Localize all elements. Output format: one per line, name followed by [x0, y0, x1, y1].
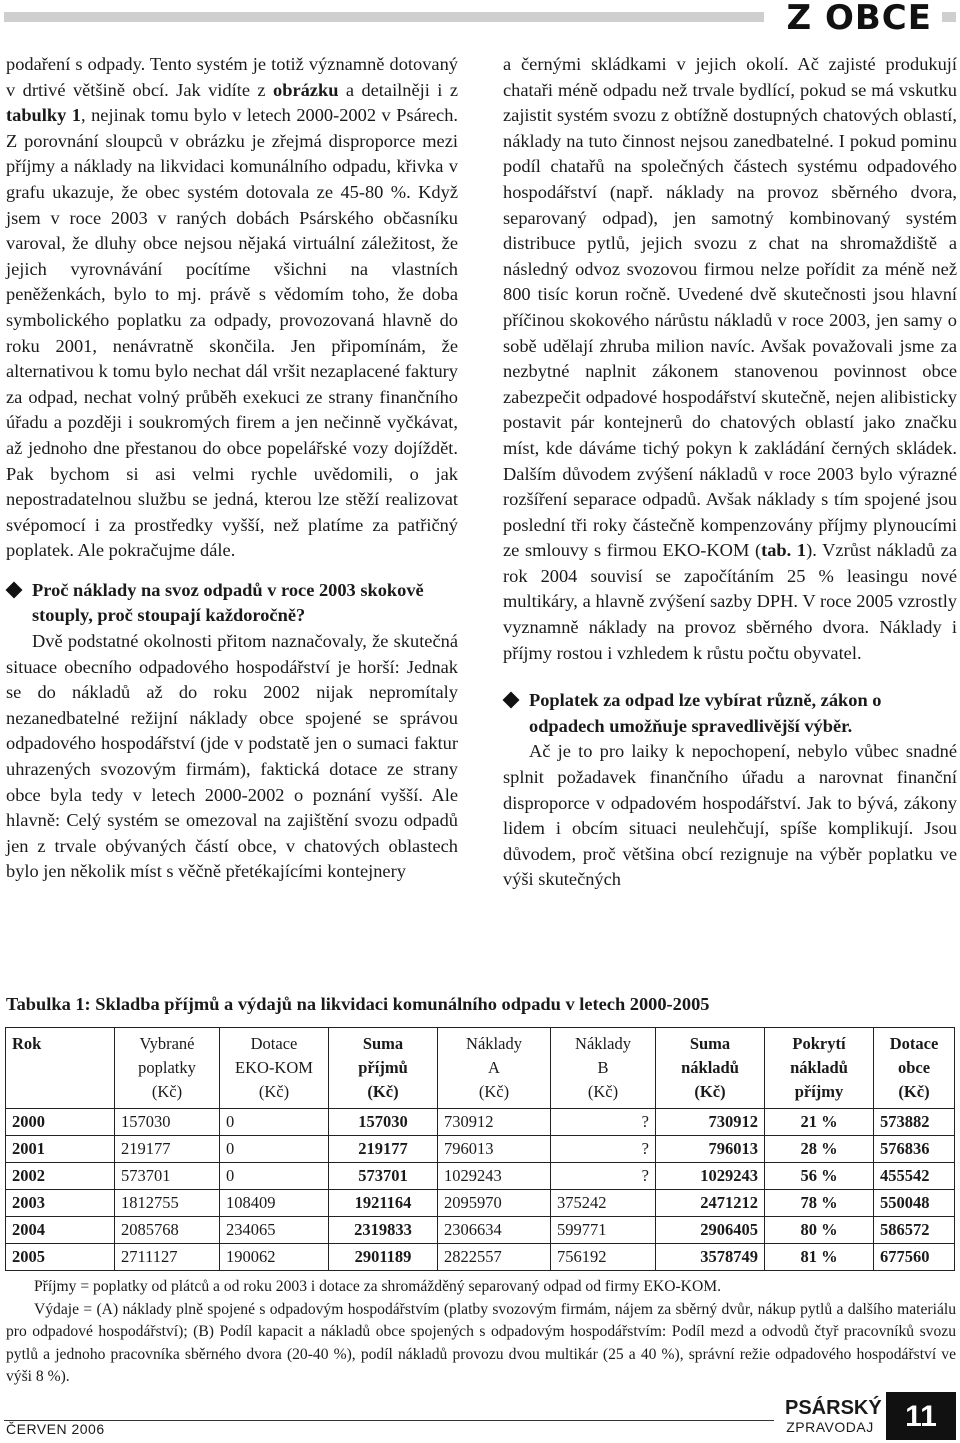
left-subheading: Proč náklady na svoz odpadů v roce 2003 skokově stouply, proč stoupají každoročně? — [6, 578, 458, 629]
section-title: Z OBCE — [786, 0, 932, 38]
table-notes — [6, 1276, 956, 1389]
header-collected-fees: Vybrané poplatky (Kč) — [115, 1028, 220, 1109]
cell-costs-sum: 2906405 — [656, 1217, 765, 1244]
right-column — [503, 52, 957, 893]
cell-costs-sum: 730912 — [656, 1109, 765, 1136]
table-body — [6, 1109, 955, 1271]
header-municipal-subsidy: Dotace obce (Kč) — [874, 1028, 955, 1109]
table-row — [6, 1217, 955, 1244]
cell-subsidy: 573882 — [874, 1109, 955, 1136]
cell-fees: 1812755 — [115, 1190, 220, 1217]
cell-costs-a: 2822557 — [438, 1244, 551, 1271]
diamond-bullet-icon — [503, 692, 520, 709]
cell-costs-b: 599771 — [551, 1217, 656, 1244]
cell-income-sum: 2319833 — [329, 1217, 438, 1244]
cell-fees: 573701 — [115, 1163, 220, 1190]
cell-costs-b: ? — [551, 1163, 656, 1190]
left-paragraph-2: Dvě podstatné okolnosti přitom naznačovaly, že skutečná situace obecního odpadového hospodářství je horší: Jednak se do nákladů až do roku 2002 nijak nepromítaly nezanedbatelné režijní náklady obce spojené se správou odpadového hospodářství (jde v podstatě jen o sumaci faktur uhrazených svozovým firmám), faktická dotace ze strany obce byla tedy v letech 2000-2002 o poznání vyšší. Ale hlavně: Celý systém se omezoval na zajištění svozu odpadů jen z trvale obývaných částí obce, v chatových oblastech bylo jen několik míst s věčně přetékajícími kontejnery — [6, 631, 458, 882]
cell-income-sum: 1921164 — [329, 1190, 438, 1217]
header-costs-a: Náklady A (Kč) — [438, 1028, 551, 1109]
cell-costs-a: 1029243 — [438, 1163, 551, 1190]
header-rule — [4, 12, 764, 22]
cell-ekokom: 234065 — [220, 1217, 329, 1244]
note-expenses: Výdaje = (A) náklady plně spojené s odpadovým hospodářstvím (platby svozovým firmám, nájem za sběrný dvůr, nákup pytlů a dalšího materiálu pro odpadové hospodářství); (B) Podíl kapacit a nákladů obce spojených s odpadovým hospodářstvím: Podíl mezd a odvodů čtyř pracovníků svozu pytlů a jednoho pracovníka sběrného dvora (20-40 %), podíl nákladů provozu dvou multikár (25 a 40 %), správní režie odpadového hospodářství ve výši 8 %). — [6, 1300, 956, 1385]
diamond-bullet-icon — [6, 581, 23, 598]
right-subheading: Poplatek za odpad lze vybírat různě, zákon o odpadech umožňuje spravedlivější výběr. — [503, 688, 957, 739]
cell-fees: 157030 — [115, 1109, 220, 1136]
cell-coverage: 56 % — [765, 1163, 874, 1190]
cell-ekokom: 190062 — [220, 1244, 329, 1271]
table-row — [6, 1136, 955, 1163]
cell-income-sum: 2901189 — [329, 1244, 438, 1271]
cell-year: 2003 — [6, 1190, 115, 1217]
note-income: Příjmy = poplatky od plátců a od roku 2003 i dotace za shromážděný separovaný odpad od firmy EKO-KOM. — [34, 1278, 721, 1295]
cell-ekokom: 0 — [220, 1136, 329, 1163]
table-row — [6, 1109, 955, 1136]
cell-coverage: 78 % — [765, 1190, 874, 1217]
cell-year: 2001 — [6, 1136, 115, 1163]
cell-subsidy: 550048 — [874, 1190, 955, 1217]
cell-coverage: 81 % — [765, 1244, 874, 1271]
right-paragraph-1: a černými skládkami v jejich okolí. Ač zajisté produkují chataři méně odpadu než trvale bydlící, pokud se má vskutku zajistit systém svozu z obtížně dostupných chatových oblastí, náklady na tuto činnost nejsou zanedbatelné. I pokud pominu podíl chatařů na společných částech systému odpadového hospodářství (např. náklady na provoz sběrného dvora, separovaný odpad), jen samotný kombinovaný systém distribuce pytlů, jejich svozu z chat na shromaždiště a následný odvoz svozovou firmou nelze pořídit za méně než 800 tisíc korun ročně. Uvedené dvě skutečnosti jsou hlavní příčinou skokového nárůstu nákladů v roce 2003, jen samy o sobě udělají zhruba milion navíc. Avšak považovali jsme za nezbytné naplnit zákonem stanovenou povinnost obce zabezpečit odpadové hospodářství skutečně, nejen alibisticky postavit pár kontejnerů do chatových oblastí jako značku míst, kde dáváme tichý pokyn k zakládání černých skládek. Dalším důvodem zvýšení nákladů v roce 2003 bylo výrazné rozšíření separace odpadů. Avšak náklady s tím spojené jsou poslední tři roky částečně kompenzovány příjmy plynoucími ze smlouvy s firmou EKO-KOM (tab. 1). Vzrůst nákladů za rok 2004 souvisí se započítáním 25 % leasingu nové multikáry, a hlavně zvýšení sazby DPH. V roce 2005 vzrostly vyznamně náklady na provoz sběrného dvora. Náklady i příjmy rostou i vzhledem k růstu počtu obyvatel. — [503, 54, 957, 663]
cell-costs-a: 730912 — [438, 1109, 551, 1136]
header-square — [942, 12, 956, 22]
table-header-row — [6, 1028, 955, 1109]
cell-subsidy: 677560 — [874, 1244, 955, 1271]
left-paragraph-1: podaření s odpady. Tento systém je totiž významně dotovaný v drtivé většině obcí. Jak vidíte z obrázku a detailněji i z tabulky 1, nejinak tomu bylo v letech 2000-2002 v Psárech. Z porovnání sloupců v obrázku je zřejmá disproporce mezi příjmy a náklady na likvidaci komunálního odpadu, křivka v grafu ukazuje, že obec systém dotovala ze 45-80 %. Když jsem v roce 2003 v raných dobách Psárského občasníku varoval, že dluhy obce nejsou nějaká virtuální záležitost, že jejich vyrovnávání pocítíme všichni na vlastních peněženkách, bylo to mj. právě s vědomím toho, že doba symbolického poplatku za odpady, provozovaná hlavně do roku 2001, nenávratně skončila. Jen připomínám, že alternativou k tomu bylo nechat dál vršit nezaplacené faktury za odpad, nechat volný průběh exekuci ze strany finančního úřadu a později i soukromých firem a jen nečinně vyčkávat, až jednoho dne přestanou do obce popelářské vozy dojíždět. Pak bychom si asi velmi rychle uvědomili, o jak nepostradatelnou službu se jedná, kterou lze stěží realizovat svépomocí i za prostředky vyšší, než platíme za patřičný poplatek. Ale pokračujme dále. — [6, 54, 459, 561]
cell-year: 2000 — [6, 1109, 115, 1136]
footer-rule — [4, 1420, 774, 1421]
header-costs-b: Náklady B (Kč) — [551, 1028, 656, 1109]
cell-fees: 219177 — [115, 1136, 220, 1163]
cell-costs-b: 756192 — [551, 1244, 656, 1271]
cell-year: 2005 — [6, 1244, 115, 1271]
left-column — [6, 52, 458, 885]
cell-subsidy: 586572 — [874, 1217, 955, 1244]
header-income-sum: Suma příjmů (Kč) — [329, 1028, 438, 1109]
cell-coverage: 21 % — [765, 1109, 874, 1136]
cell-year: 2002 — [6, 1163, 115, 1190]
publication-brand: PSÁRSKÝ ZPRAVODAJ — [785, 1397, 882, 1435]
cell-costs-b: ? — [551, 1109, 656, 1136]
cell-coverage: 80 % — [765, 1217, 874, 1244]
footer-date: ČERVEN 2006 — [6, 1421, 105, 1437]
cell-subsidy: 576836 — [874, 1136, 955, 1163]
cell-costs-sum: 796013 — [656, 1136, 765, 1163]
cell-year: 2004 — [6, 1217, 115, 1244]
waste-table — [5, 1027, 955, 1271]
cell-ekokom: 0 — [220, 1163, 329, 1190]
header-costs-sum: Suma nákladů (Kč) — [656, 1028, 765, 1109]
cell-costs-a: 2095970 — [438, 1190, 551, 1217]
cell-income-sum: 573701 — [329, 1163, 438, 1190]
bold-table-ref: tabulky 1 — [6, 105, 82, 126]
cell-costs-sum: 3578749 — [656, 1244, 765, 1271]
cell-costs-sum: 1029243 — [656, 1163, 765, 1190]
page-number: 11 — [886, 1392, 956, 1440]
cell-fees: 2711127 — [115, 1244, 220, 1271]
table-row — [6, 1190, 955, 1217]
right-paragraph-2: Ač je to pro laiky k nepochopení, nebylo vůbec snadné splnit požadavek finančního úřadu a narovnat finanční disproporce v odpadovém hospodářství. Jak to bývá, zákony lidem i obcím situaci neulehčují, spíše komplikují. Jsou důvodem, proč většina obcí rezignuje na výběr poplatku ve výši skutečných — [503, 741, 957, 890]
table-row — [6, 1163, 955, 1190]
cell-costs-sum: 2471212 — [656, 1190, 765, 1217]
cell-income-sum: 219177 — [329, 1136, 438, 1163]
cell-ekokom: 108409 — [220, 1190, 329, 1217]
cell-costs-b: 375242 — [551, 1190, 656, 1217]
cell-coverage: 28 % — [765, 1136, 874, 1163]
bold-table-ref: tab. 1 — [761, 540, 807, 561]
cell-costs-b: ? — [551, 1136, 656, 1163]
header-year: Rok — [6, 1028, 115, 1109]
bold-figure-ref: obrázku — [273, 79, 339, 100]
header-coverage: Pokrytí nákladů příjmy — [765, 1028, 874, 1109]
cell-costs-a: 2306634 — [438, 1217, 551, 1244]
table-row — [6, 1244, 955, 1271]
cell-subsidy: 455542 — [874, 1163, 955, 1190]
table-caption: Tabulka 1: Skladba příjmů a výdajů na likvidaci komunálního odpadu v letech 2000-2005 — [6, 994, 710, 1014]
cell-costs-a: 796013 — [438, 1136, 551, 1163]
cell-income-sum: 157030 — [329, 1109, 438, 1136]
cell-ekokom: 0 — [220, 1109, 329, 1136]
header-ekokom: Dotace EKO-KOM (Kč) — [220, 1028, 329, 1109]
cell-fees: 2085768 — [115, 1217, 220, 1244]
